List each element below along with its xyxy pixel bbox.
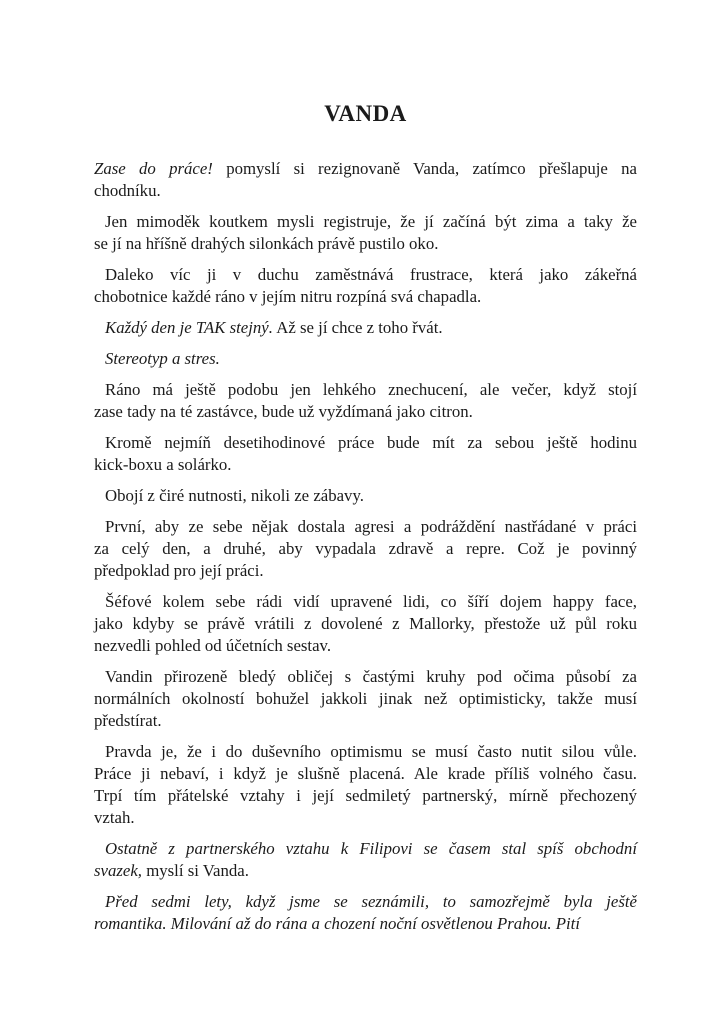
text-segment: zase tady na té zastávce, bude už vyždímaná jako citron. <box>94 402 473 421</box>
paragraph <box>94 379 637 423</box>
paragraph-line <box>94 666 637 688</box>
paragraph-line <box>94 635 637 657</box>
paragraph-line <box>94 432 637 454</box>
paragraph <box>94 432 637 476</box>
text-segment: Ráno má ještě podobu jen lehkého znechucení, ale večer, když stojí <box>105 380 637 399</box>
text-segment: jako kdyby se právě vrátili z dovolené z Mallorky, přestože už půl roku <box>94 614 637 633</box>
paragraph-line <box>94 286 637 308</box>
paragraph-line <box>94 233 637 255</box>
paragraph <box>94 485 637 507</box>
paragraph-line <box>94 560 637 582</box>
text-segment: normálních okolností bohužel jakkoli jinak než optimisticky, takže musí <box>94 689 637 708</box>
text-segment: chobotnice každé ráno v jejím nitru rozpíná svá chapadla. <box>94 287 482 306</box>
paragraph-line <box>94 688 637 710</box>
paragraph-line <box>94 838 637 860</box>
paragraph-line <box>94 891 637 913</box>
text-segment: předpoklad pro její práci. <box>94 561 264 580</box>
paragraph <box>94 516 637 582</box>
paragraph-line <box>94 763 637 785</box>
italic-text-segment: romantika. Milování až do rána a chození noční osvětlenou Prahou. Pití <box>94 914 580 933</box>
text-segment: Daleko víc ji v duchu zaměstnává frustrace, která jako zákeřná <box>105 265 637 284</box>
paragraph-line <box>94 785 637 807</box>
paragraph-line <box>94 401 637 423</box>
paragraph-line <box>94 264 637 286</box>
paragraph <box>94 264 637 308</box>
text-segment: Až se jí chce z toho řvát. <box>272 318 443 337</box>
text-segment: První, aby ze sebe nějak dostala agresi a podráždění nastřádané v práci <box>105 517 637 536</box>
text-segment: Vandin přirozeně bledý obličej s častými kruhy pod očima působí za <box>105 667 637 686</box>
paragraph <box>94 666 637 732</box>
text-segment: Jen mimoděk koutkem mysli registruje, že jí začíná být zima a taky že <box>105 212 637 231</box>
paragraph-line <box>94 454 637 476</box>
paragraph-line <box>94 180 637 202</box>
text-segment: nezvedli pohled od účetních sestav. <box>94 636 332 655</box>
paragraph-line <box>94 348 637 370</box>
paragraph-line <box>94 710 637 732</box>
text-segment: Trpí tím přátelské vztahy i její sedmiletý partnerský, mírně přechozený <box>94 786 637 805</box>
italic-text-segment: Stereotyp a stres. <box>105 349 220 368</box>
text-segment: chodníku. <box>94 181 161 200</box>
paragraph <box>94 211 637 255</box>
page-body <box>94 158 637 935</box>
italic-text-segment: Před sedmi lety, když jsme se seznámili, to samozřejmě byla ještě <box>105 892 637 911</box>
text-segment: Obojí z čiré nutnosti, nikoli ze zábavy. <box>105 486 364 505</box>
paragraph-line <box>94 860 637 882</box>
paragraph-line <box>94 591 637 613</box>
chapter-title: VANDA <box>324 101 407 126</box>
text-segment: Šéfové kolem sebe rádi vidí upravené lidi, co šíří dojem happy face, <box>105 592 637 611</box>
text-segment: myslí si Vanda. <box>142 861 249 880</box>
text-segment: kick-boxu a solárko. <box>94 455 232 474</box>
paragraph-line <box>94 538 637 560</box>
paragraph <box>94 838 637 882</box>
italic-text-segment: Zase do práce! <box>94 159 213 178</box>
paragraph <box>94 158 637 202</box>
paragraph <box>94 891 637 935</box>
paragraph <box>94 317 637 339</box>
paragraph-line <box>94 317 637 339</box>
paragraph-line <box>94 913 637 935</box>
text-segment: se jí na hříšně drahých silonkách právě pustilo oko. <box>94 234 439 253</box>
italic-text-segment: Ostatně z partnerského vztahu k Filipovi se časem stal spíš obchodní <box>105 839 637 858</box>
paragraph-line <box>94 613 637 635</box>
paragraph <box>94 591 637 657</box>
text-segment: Práce ji nebaví, i když je slušně placená. Ale krade příliš volného času. <box>94 764 637 783</box>
paragraph <box>94 741 637 829</box>
paragraph-line <box>94 485 637 507</box>
paragraph-line <box>94 158 637 180</box>
text-segment: Pravda je, že i do duševního optimismu se musí často nutit silou vůle. <box>105 742 637 761</box>
text-segment: vztah. <box>94 808 135 827</box>
italic-text-segment: svazek, <box>94 861 142 880</box>
paragraph-line <box>94 741 637 763</box>
text-segment: předstírat. <box>94 711 162 730</box>
text-segment: Kromě nejmíň desetihodinové práce bude mít za sebou ještě hodinu <box>105 433 637 452</box>
paragraph <box>94 348 637 370</box>
paragraph-line <box>94 807 637 829</box>
text-segment: za celý den, a druhé, aby vypadala zdravě a repre. Což je povinný <box>94 539 637 558</box>
paragraph-line <box>94 211 637 233</box>
paragraph-line <box>94 379 637 401</box>
italic-text-segment: Každý den je TAK stejný. <box>105 318 273 337</box>
paragraph-line <box>94 516 637 538</box>
text-segment: pomyslí si rezignovaně Vanda, zatímco přešlapuje na <box>212 159 637 178</box>
